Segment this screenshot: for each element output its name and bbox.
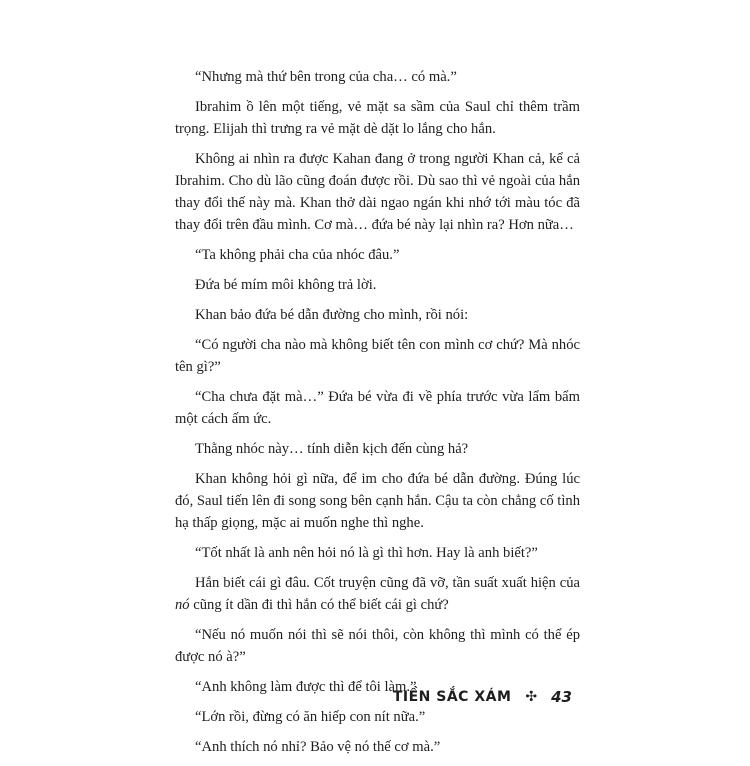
- ornament-icon: ✣: [525, 689, 538, 705]
- paragraph-2: Ibrahim ồ lên một tiếng, vẻ mặt sa sầm của Saul chỉ thêm trầm trọng. Elijah thì trưng ra vẻ mặt dè dặt lo lắng cho hắn.: [175, 99, 580, 137]
- paragraph-14: “Anh không làm được thì để tôi làm.”: [195, 679, 417, 695]
- running-title: TIỀN SẮC XÁM: [392, 689, 512, 705]
- paragraph-9: Thằng nhóc này… tính diễn kịch đến cùng hả?: [195, 441, 469, 457]
- paragraph-15: “Lớn rồi, đừng có ăn hiếp con nít nữa.”: [195, 709, 426, 725]
- paragraph-12: [175, 572, 580, 616]
- paragraph-8: “Cha chưa đặt mà…” Đứa bé vừa đi về phía trước vừa lẩm bẩm một cách ấm ức.: [175, 389, 580, 427]
- paragraph-5: Đứa bé mím môi không trả lời.: [195, 277, 377, 293]
- paragraph-3: Không ai nhìn ra được Kahan đang ở trong người Khan cả, kể cả Ibrahim. Cho dù lão cũng đoán được rồi. Dù sao thì vẻ ngoài của hắn thay đổi thế này mà. Khan thở dài ngao ngán khi nhớ tới màu tóc đã thay đổi trên đầu mình. Cơ mà… đứa bé này lại nhìn ra? Hơn nữa…: [175, 151, 580, 233]
- paragraph-10: Khan không hỏi gì nữa, để im cho đứa bé dẫn đường. Đúng lúc đó, Saul tiến lên đi song song bên cạnh hắn. Cậu ta còn chẳng cố tình hạ thấp giọng, mặc ai muốn nghe thì nghe.: [175, 471, 580, 531]
- paragraph-11: “Tốt nhất là anh nên hỏi nó là gì thì hơn. Hay là anh biết?”: [195, 545, 538, 561]
- paragraph-13: “Nếu nó muốn nói thì sẽ nói thôi, còn không thì mình có thể ép được nó à?”: [175, 627, 580, 665]
- paragraph-7: “Có người cha nào mà không biết tên con mình cơ chứ? Mà nhóc tên gì?”: [175, 337, 580, 375]
- page-footer: [393, 688, 572, 706]
- paragraph-12-part-1: Hắn biết cái gì đâu. Cốt truyện cũng đã vỡ, tần suất xuất hiện của: [195, 575, 580, 591]
- paragraph-12-part-2: cũng ít dần đi thì hắn có thể biết cái gì chứ?: [189, 597, 449, 613]
- paragraph-4: “Ta không phải cha của nhóc đâu.”: [195, 247, 400, 263]
- paragraph-16: “Anh thích nó nhỉ? Bảo vệ nó thế cơ mà.”: [195, 739, 441, 755]
- page-number: 43: [551, 688, 572, 706]
- body-text: [175, 66, 580, 766]
- paragraph-6: Khan bảo đứa bé dẫn đường cho mình, rồi nói:: [195, 307, 469, 323]
- paragraph-12-italic: nó: [175, 597, 190, 613]
- paragraph-1: “Nhưng mà thứ bên trong của cha… có mà.”: [195, 69, 457, 85]
